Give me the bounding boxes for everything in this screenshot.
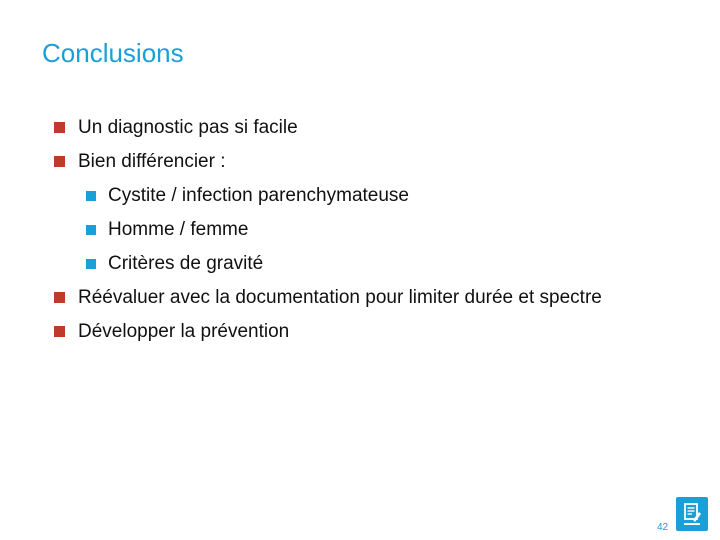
bullet-text: Bien différencier : [78, 151, 226, 172]
bullet-text: Critères de gravité [108, 253, 264, 274]
square-bullet-icon [86, 191, 96, 201]
bullet-text: Un diagnostic pas si facile [78, 117, 298, 138]
bullet-text: Développer la prévention [78, 321, 290, 342]
bullet-item [52, 320, 652, 343]
square-bullet-icon [54, 156, 65, 167]
square-bullet-icon [86, 225, 96, 235]
bullet-text: Réévaluer avec la documentation pour limiter durée et spectre [78, 287, 602, 308]
sub-bullet-item [52, 252, 652, 275]
square-bullet-icon [86, 259, 96, 269]
slide-title: Conclusions [42, 38, 184, 68]
square-bullet-icon [54, 292, 65, 303]
bullet-item [52, 116, 652, 139]
bullet-text: Homme / femme [108, 219, 249, 240]
document-pen-icon [676, 497, 708, 531]
bullet-list [52, 116, 652, 354]
bullet-item [52, 286, 652, 309]
bullet-text: Cystite / infection parenchymateuse [108, 185, 409, 206]
square-bullet-icon [54, 122, 65, 133]
bullet-item [52, 150, 652, 173]
sub-bullet-item [52, 184, 652, 207]
sub-bullet-item [52, 218, 652, 241]
page-number: 42 [657, 522, 669, 533]
square-bullet-icon [54, 326, 65, 337]
